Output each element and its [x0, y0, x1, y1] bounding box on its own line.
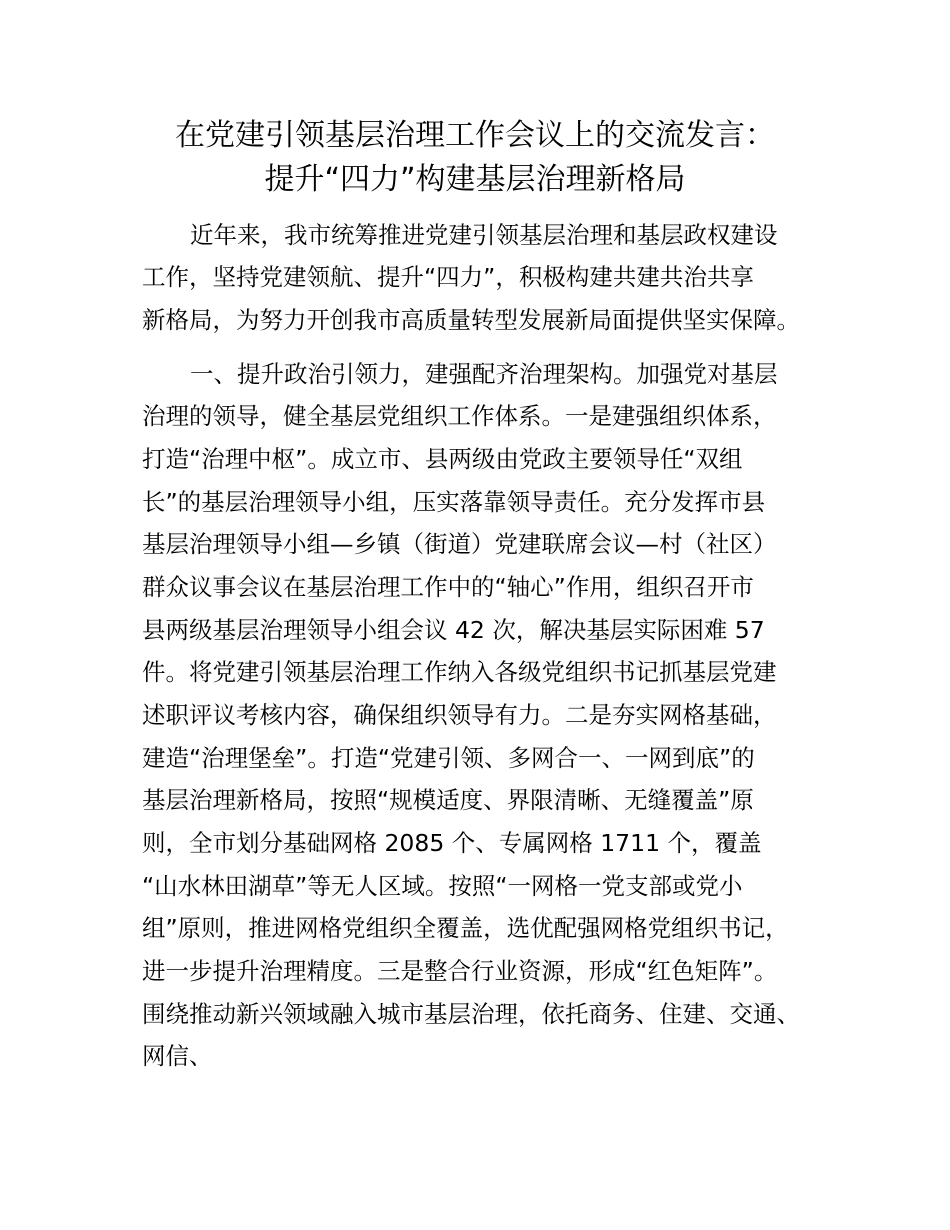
body-line-4: 一、提升政治引领力，建强配齐治理架构。加强党对基层	[190, 360, 778, 388]
body-line-10: 县两级基层治理领导小组会议 42 次，解决基层实际困难 57	[142, 616, 765, 644]
body-line-14: 基层治理新格局，按照“规模适度、界限清晰、无缝覆盖”原	[142, 786, 754, 814]
body-line-18: 进一步提升治理精度。三是整合行业资源，形成“红色矩阵”。	[142, 957, 778, 985]
body-line-3: 新格局，为努力开创我市高质量转型发展新局面提供坚实保障。	[142, 306, 800, 334]
body-line-17: 组”原则，推进网格党组织全覆盖，选优配强网格党组织书记，	[142, 914, 789, 942]
body-line-19: 围绕推动新兴领域融入城市基层治理，依托商务、住建、交通、	[142, 1000, 800, 1028]
body-line-13: 建造“治理堡垒”。打造“党建引领、多网合一、一网到底”的	[142, 744, 755, 772]
body-line-11: 件。将党建引领基层治理工作纳入各级党组织书记抓基层党建	[142, 658, 777, 686]
body-line-5: 治理的领导，健全基层党组织工作体系。一是建强组织体系，	[142, 402, 777, 430]
body-line-6: 打造“治理中枢”。成立市、县两级由党政主要领导任“双组	[142, 445, 743, 473]
body-line-15: 则，全市划分基础网格 2085 个、专属网格 1711 个，覆盖	[142, 829, 762, 857]
body-line-1: 近年来，我市统筹推进党建引领基层治理和基层政权建设	[190, 221, 778, 249]
body-line-2: 工作，坚持党建领航、提升“四力”，积极构建共建共治共享	[142, 263, 754, 291]
document-title-line-1: 在党建引领基层治理工作会议上的交流发言：	[175, 118, 775, 153]
document-title-line-2: 提升“四力”构建基层治理新格局	[264, 162, 686, 197]
body-line-16: “山水林田湖草”等无人区域。按照“一网格一党支部或党小	[142, 872, 743, 900]
body-line-12: 述职评议考核内容，确保组织领导有力。二是夯实网格基础，	[142, 701, 777, 729]
body-line-20: 网信、	[142, 1042, 213, 1070]
body-line-9: 群众议事会议在基层治理工作中的“轴心”作用，组织召开市	[142, 573, 754, 601]
body-line-8: 基层治理领导小组—乡镇（街道）党建联席会议—村（社区）	[142, 530, 777, 558]
body-line-7: 长”的基层治理领导小组，压实落靠领导责任。充分发挥市县	[142, 488, 766, 516]
